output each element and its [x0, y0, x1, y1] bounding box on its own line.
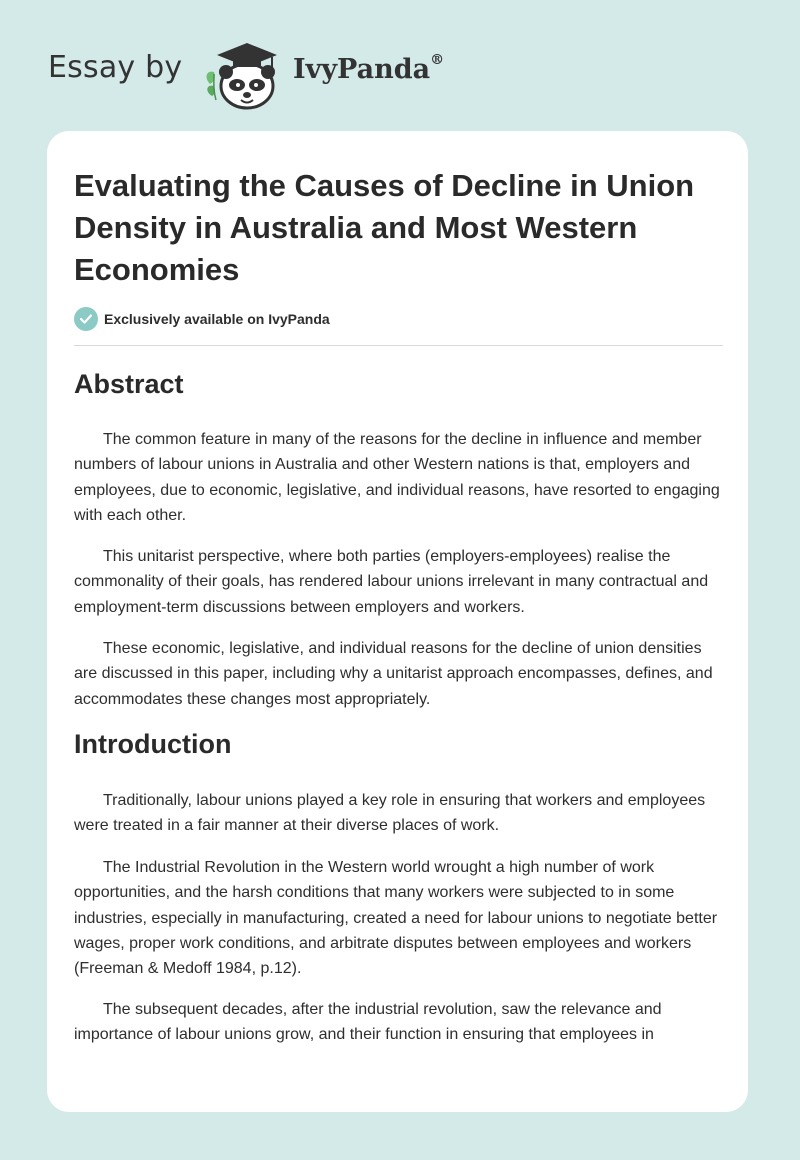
abstract-paragraph-2: This unitarist perspective, where both parties (employers-employees) realise the commonality of their goals, has rendered labour unions irrelevant in many contractual and employment-term discussions between employers and workers.: [74, 548, 709, 616]
check-circle-icon: [74, 307, 98, 331]
divider: [74, 345, 723, 346]
site-header: [0, 0, 800, 130]
abstract-paragraph-1: The common feature in many of the reasons for the decline in influence and member numbers of labour unions in Australia and other Western nations is that, employers and employees, due to economic, legislative, and individual reasons, have resorted to engaging with each other.: [74, 431, 720, 524]
essay-by-label: Essay by: [48, 50, 183, 85]
essay-title: Evaluating the Causes of Decline in Union Density in Australia and Most Western Economies: [74, 168, 695, 287]
section-heading-introduction: Introduction: [74, 729, 232, 759]
exclusive-badge: [74, 306, 330, 332]
essay-card: [47, 131, 748, 1112]
ivypanda-logo-icon[interactable]: [200, 38, 290, 110]
section-heading-abstract: Abstract: [74, 369, 184, 399]
introduction-paragraph-3: The subsequent decades, after the industrial revolution, saw the relevance and importance of labour unions grow, and their function in ensuring that employees in: [74, 1001, 662, 1044]
brand-name[interactable]: IvyPanda®: [293, 52, 445, 85]
abstract-paragraph-3: These economic, legislative, and individual reasons for the decline of union densities are discussed in this paper, including why a unitarist approach encompasses, defines, and accommodates these changes most appropriately.: [74, 640, 713, 708]
introduction-paragraph-1: Traditionally, labour unions played a key role in ensuring that workers and employees were treated in a fair manner at their diverse places of work.: [74, 792, 706, 835]
exclusive-badge-label: Exclusively available on IvyPanda: [104, 311, 330, 327]
registered-mark: ®: [430, 52, 445, 68]
introduction-paragraph-2: The Industrial Revolution in the Western world wrought a high number of work opportunities, and the harsh conditions that many workers were subjected to in some industries, especially in manufacturing, created a need for labour unions to negotiate better wages, proper work conditions, and arbitrate disputes between employees and workers (Freeman & Medoff 1984, p.12).: [74, 859, 718, 978]
